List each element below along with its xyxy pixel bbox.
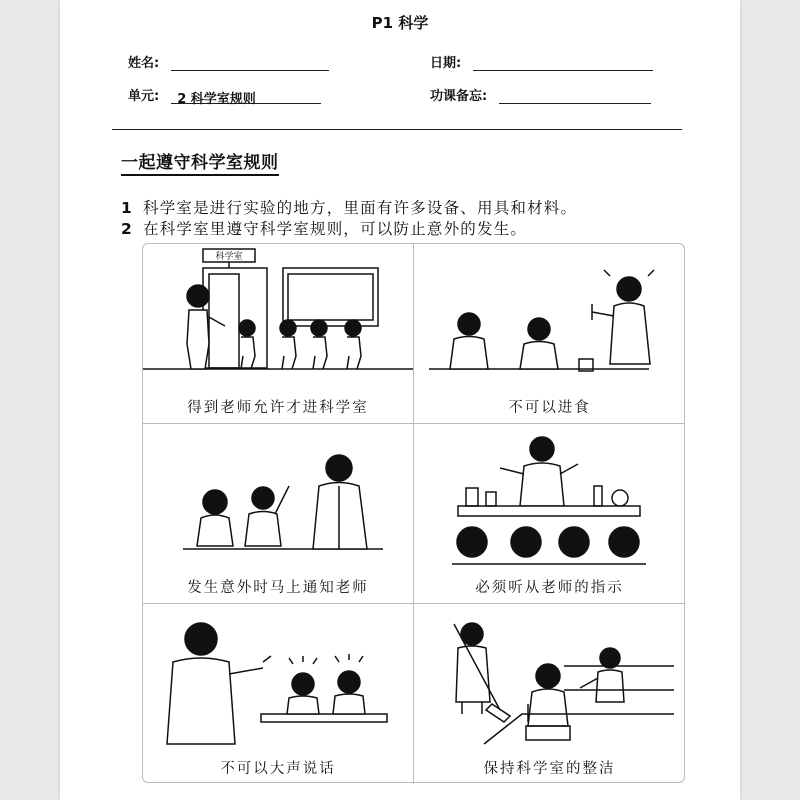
unit-line: 2 科学室规则: [171, 88, 321, 104]
sink: [526, 726, 570, 740]
student-figure: [292, 673, 314, 695]
worksheet-page: [60, 0, 740, 800]
homework-label: 功课备忘:: [430, 89, 488, 104]
student-figure: [536, 664, 560, 688]
unit-label: 单元:: [128, 89, 160, 104]
window: [283, 268, 378, 326]
point-2: [121, 217, 527, 239]
rule-panel-no-shouting: [143, 604, 414, 784]
section-heading: 一起遵守科学室规则: [121, 148, 279, 176]
panel-caption: 不可以进食: [508, 400, 591, 416]
panel-caption: 不可以大声说话: [220, 761, 336, 777]
teacher-figure: [185, 623, 217, 655]
student-figure: [559, 527, 589, 557]
student-figure: [528, 318, 550, 340]
date-line[interactable]: [473, 55, 653, 71]
header-divider: [112, 129, 682, 130]
panel-caption: 得到老师允许才进科学室: [187, 400, 369, 416]
student-figure: [511, 527, 541, 557]
name-label: 姓名:: [128, 56, 160, 71]
date-field: [430, 52, 653, 71]
homework-field: [430, 85, 651, 104]
point-number: 1: [121, 199, 133, 217]
point-text: 在科学室里遵守科学室规则，可以防止意外的发生。: [143, 220, 528, 238]
teacher-figure: [617, 277, 641, 301]
lab-sign-text: 科学室: [215, 252, 243, 262]
name-line[interactable]: [171, 55, 329, 71]
page-title: P1 科学: [371, 14, 429, 32]
student-figure: [609, 527, 639, 557]
student-figure: [239, 320, 255, 336]
point-1: [121, 196, 577, 218]
rule-panel-keep-clean: [414, 604, 685, 784]
lab-bench: [261, 714, 387, 722]
rule-panel-no-eating: [414, 244, 685, 424]
rules-illustration-grid: [142, 243, 685, 783]
student-figure: [457, 527, 487, 557]
lab-bench: [458, 506, 640, 516]
name-field: [128, 52, 329, 71]
student-figure: [203, 490, 227, 514]
teacher-figure: [326, 455, 352, 481]
student-figure: [345, 320, 361, 336]
date-label: 日期:: [430, 56, 462, 71]
teacher-figure: [530, 437, 554, 461]
student-figure: [458, 313, 480, 335]
student-figure: [311, 320, 327, 336]
point-text: 科学室是进行实验的地方，里面有许多设备、用具和材料。: [143, 199, 578, 217]
teacher-figure: [187, 285, 209, 307]
student-figure: [338, 671, 360, 693]
rule-panel-permission: [143, 244, 414, 424]
rule-panel-follow-instructions: [414, 424, 685, 604]
unit-field: [128, 85, 321, 107]
doorway: [203, 268, 267, 368]
homework-line[interactable]: [499, 88, 651, 104]
panel-caption: 发生意外时马上通知老师: [187, 580, 369, 596]
panel-caption: 保持科学室的整洁: [483, 761, 616, 777]
student-figure: [600, 648, 620, 668]
student-figure: [252, 487, 274, 509]
point-number: 2: [121, 220, 133, 238]
panel-caption: 必须听从老师的指示: [475, 580, 624, 596]
student-figure: [280, 320, 296, 336]
rule-panel-report-accident: [143, 424, 414, 604]
